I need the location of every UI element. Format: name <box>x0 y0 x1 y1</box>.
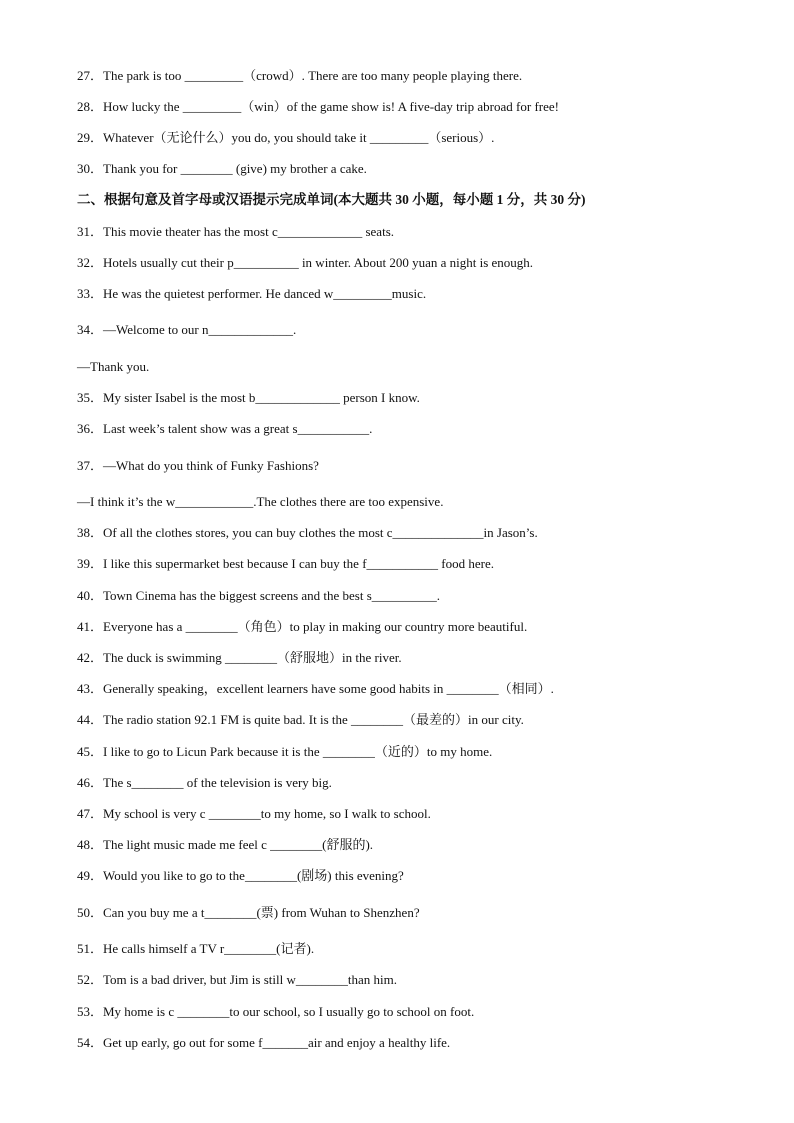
section-heading: 二、根据句意及首字母或汉语提示完成单词(本大题共 30 小题，每小题 1 分，共 30 分) <box>77 192 586 207</box>
question-39: 39．I like this supermarket best because I can buy the f___________ food here. <box>77 556 494 571</box>
question-27: 27．The park is too _________（crowd）. There are too many people playing there. <box>77 68 523 83</box>
question-54: 54．Get up early, go out for some f_______air and enjoy a healthy life. <box>77 1035 451 1050</box>
question-35: 35．My sister Isabel is the most b_____________ person I know. <box>77 390 420 405</box>
question-37: 37．—What do you think of Funky Fashions? <box>77 458 319 473</box>
question-45: 45．I like to go to Licun Park because it is the ________（近的）to my home. <box>77 744 493 759</box>
question-40: 40．Town Cinema has the biggest screens and the best s__________. <box>77 588 441 603</box>
question-51: 51．He calls himself a TV r________(记者). <box>77 941 315 956</box>
question-29: 29．Whatever（无论什么）you do, you should take it _________（serious）. <box>77 130 495 145</box>
answer-37: —I think it’s the w____________.The clothes there are too expensive. <box>77 494 444 509</box>
question-46: 46．The s________ of the television is very big. <box>77 775 332 790</box>
question-28: 28．How lucky the _________（win）of the game show is! A five-day trip abroad for free! <box>77 99 559 114</box>
question-49: 49．Would you like to go to the________(剧场) this evening? <box>77 868 404 883</box>
question-34: 34．—Welcome to our n_____________. <box>77 322 297 337</box>
question-30: 30．Thank you for ________ (give) my brother a cake. <box>77 161 367 176</box>
question-41: 41．Everyone has a ________（角色）to play in making our country more beautiful. <box>77 619 528 634</box>
question-31: 31．This movie theater has the most c_____________ seats. <box>77 224 395 239</box>
question-48: 48．The light music made me feel c ________(舒服的). <box>77 837 374 852</box>
question-33: 33．He was the quietest performer. He danced w_________music. <box>77 286 427 301</box>
answer-34: —Thank you. <box>77 359 150 374</box>
question-50: 50．Can you buy me a t________(票) from Wuhan to Shenzhen? <box>77 905 420 920</box>
question-38: 38．Of all the clothes stores, you can buy clothes the most c______________in Jason’s. <box>77 525 538 540</box>
question-47: 47．My school is very c ________to my home, so I walk to school. <box>77 806 431 821</box>
question-52: 52．Tom is a bad driver, but Jim is still w________than him. <box>77 972 397 987</box>
question-32: 32．Hotels usually cut their p__________ in winter. About 200 yuan a night is enough. <box>77 255 534 270</box>
question-36: 36．Last week’s talent show was a great s___________. <box>77 421 373 436</box>
question-42: 42．The duck is swimming ________（舒服地）in the river. <box>77 650 402 665</box>
question-44: 44．The radio station 92.1 FM is quite bad. It is the ________（最差的）in our city. <box>77 712 524 727</box>
question-43: 43．Generally speaking，excellent learners have some good habits in ________（相同）. <box>77 681 554 696</box>
question-53: 53．My home is c ________to our school, so I usually go to school on foot. <box>77 1004 475 1019</box>
